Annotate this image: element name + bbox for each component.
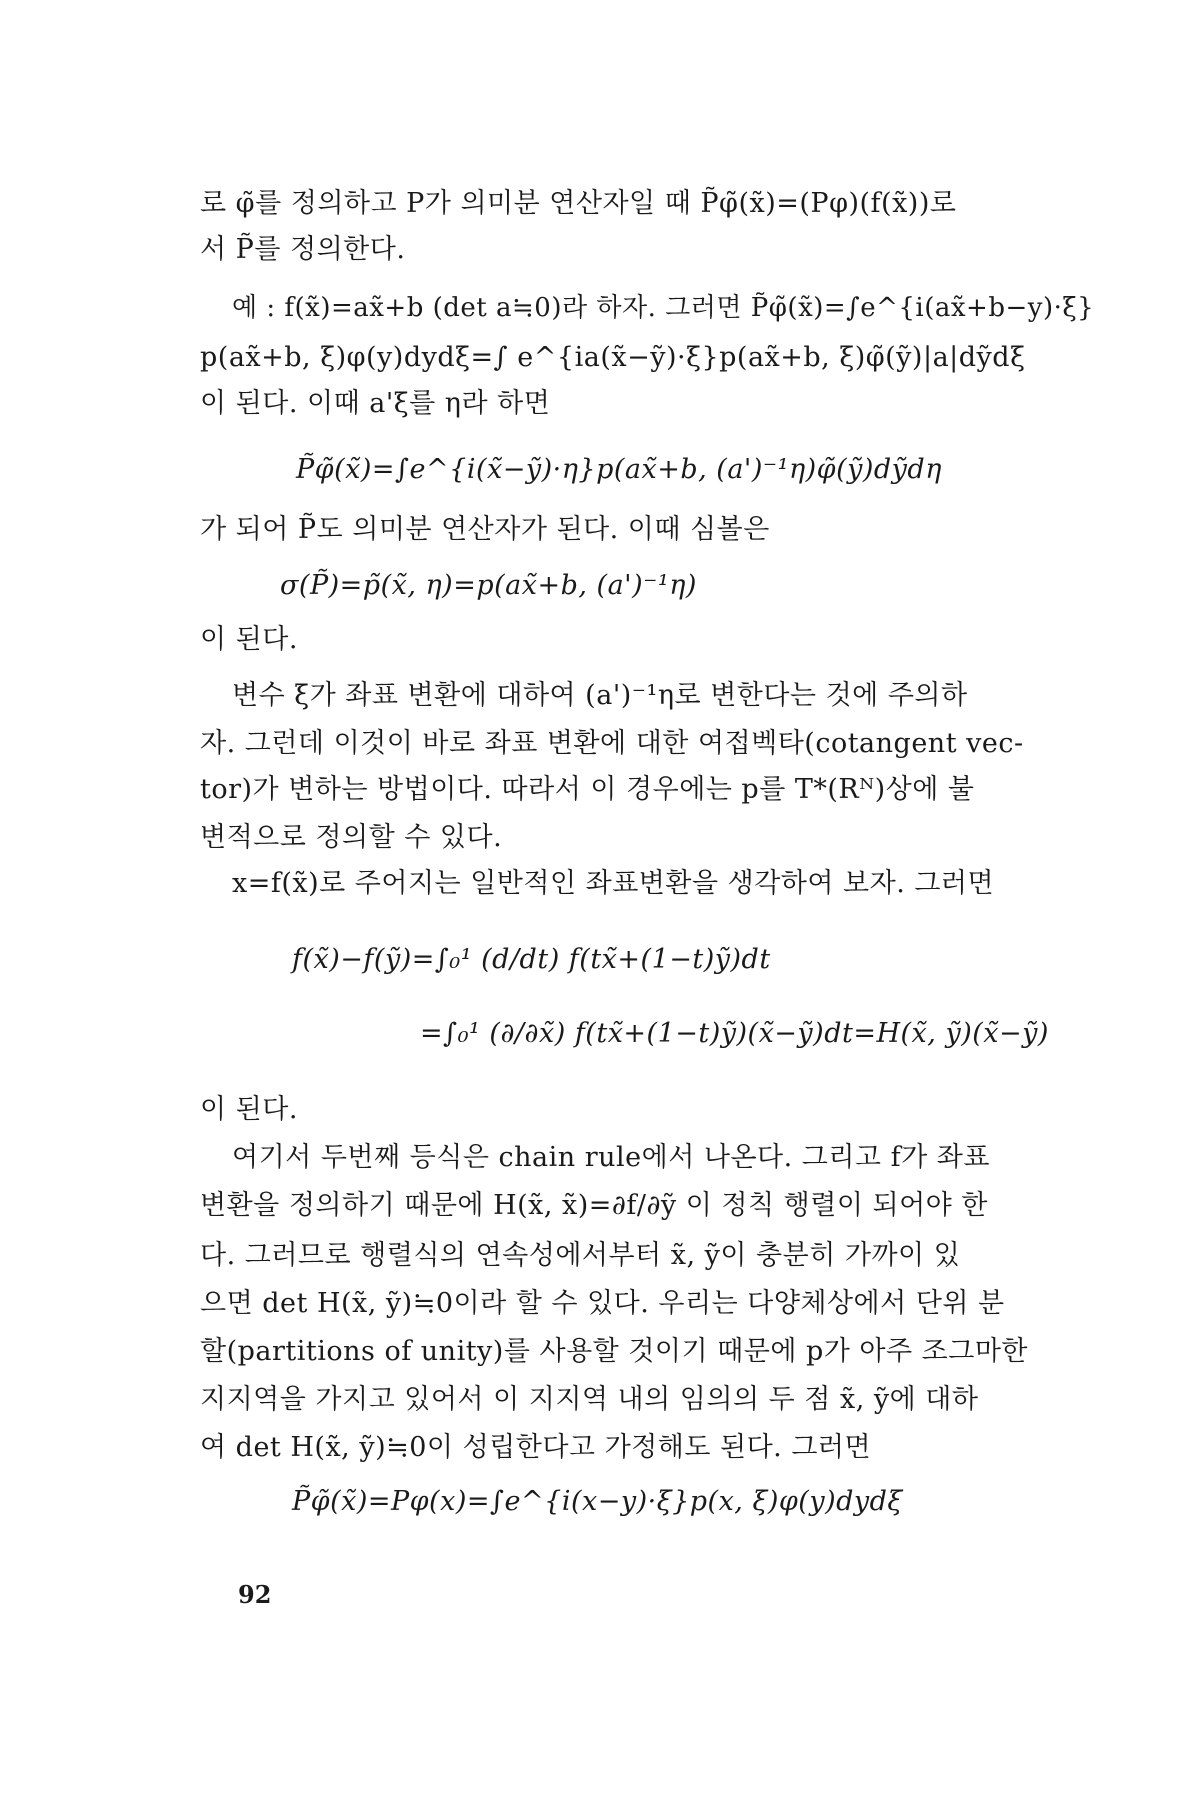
text-line: 여기서 두번째 등식은 chain rule에서 나온다. 그리고 f가 좌표 [232, 1142, 990, 1173]
text-line: 변수 ξ가 좌표 변환에 대하여 (a')⁻¹η로 변한다는 것에 주의하 [232, 680, 968, 711]
text-line: 서 P̃를 정의한다. [200, 234, 406, 265]
text-line: 이 된다. [200, 1094, 298, 1125]
equation-line: P̃φ̃(x̃)=∫e^{i(x̃−ỹ)·η}p(ax̃+b, (a')⁻¹η)φ̃(ỹ)dỹdη [296, 454, 942, 485]
text-line: 변환을 정의하기 때문에 H(x̃, x̃)=∂f/∂ỹ 이 정칙 행렬이 되어야 한 [200, 1190, 988, 1221]
text-line: 이 된다. [200, 624, 298, 655]
text-line: 다. 그러므로 행렬식의 연속성에서부터 x̃, ỹ이 충분히 가까이 있 [200, 1240, 961, 1271]
equation-line: =∫₀¹ (∂/∂x̃) f(tx̃+(1−t)ỹ)(x̃−ỹ)dt=H(x̃, ỹ)(x̃−ỹ) [420, 1018, 1049, 1049]
text-line: x=f(x̃)로 주어지는 일반적인 좌표변환을 생각하여 보자. 그러면 [232, 868, 995, 899]
text-line: tor)가 변하는 방법이다. 따라서 이 경우에는 p를 T*(Rᴺ)상에 불 [200, 774, 975, 805]
equation-line: P̃φ̃(x̃)=Pφ(x)=∫e^{i(x−y)·ξ}p(x, ξ)φ(y)dydξ [292, 1486, 903, 1517]
text-line: 이 된다. 이때 a'ξ를 η라 하면 [200, 388, 551, 419]
text-line: 변적으로 정의할 수 있다. [200, 822, 503, 853]
text-line: 으면 det H(x̃, ỹ)≒0이라 할 수 있다. 우리는 다양체상에서 단위 분 [200, 1288, 1005, 1319]
text-line: p(ax̃+b, ξ)φ(y)dydξ=∫ e^{ia(x̃−ỹ)·ξ}p(ax̃+b, ξ)φ̃(ỹ)|a|dỹdξ [200, 342, 1026, 373]
equation-line: σ(P̃)=p̃(x̃, η)=p(ax̃+b, (a')⁻¹η) [280, 570, 697, 601]
equation-line: f(x̃)−f(ỹ)=∫₀¹ (d/dt) f(tx̃+(1−t)ỹ)dt [292, 944, 771, 975]
text-line: 여 det H(x̃, ỹ)≒0이 성립한다고 가정해도 된다. 그러면 [200, 1432, 872, 1463]
text-line: 할(partitions of unity)를 사용할 것이기 때문에 p가 아주 조그마한 [200, 1336, 1029, 1367]
text-line: 자. 그런데 이것이 바로 좌표 변환에 대한 여접벡타(cotangent vec- [200, 728, 1024, 759]
text-line: 가 되어 P̃도 의미분 연산자가 된다. 이때 심볼은 [200, 514, 770, 545]
text-line: 예 : f(x̃)=ax̃+b (det a≒0)라 하자. 그러면 P̃φ̃(x̃)=∫e^{i(ax̃+b−y)·ξ} [232, 293, 1095, 323]
page-number: 92 [238, 1580, 272, 1609]
text-line: 지지역을 가지고 있어서 이 지지역 내의 임의의 두 점 x̃, ỹ에 대하 [200, 1384, 979, 1415]
text-line: 로 φ̃를 정의하고 P가 의미분 연산자일 때 P̃φ̃(x̃)=(Pφ)(f(x̃))로 [200, 188, 957, 219]
